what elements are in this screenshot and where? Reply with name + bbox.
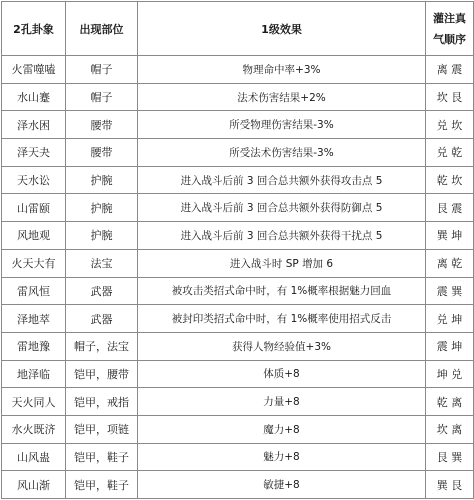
header-row [2, 2, 474, 56]
cell-order: 兑 乾 [426, 139, 474, 167]
cell-effect: 进入战斗时 SP 增加 6 [138, 249, 426, 277]
table-row [2, 166, 474, 194]
table-row [2, 56, 474, 84]
cell-order: 坎 艮 [426, 83, 474, 111]
cell-order: 兑 坎 [426, 111, 474, 139]
cell-location: 铠甲，项链 [66, 415, 138, 443]
cell-name: 风山渐 [2, 471, 66, 499]
cell-name: 天火同人 [2, 388, 66, 416]
cell-effect: 敏捷+8 [138, 471, 426, 499]
table-row [2, 194, 474, 222]
table-row [2, 471, 474, 499]
cell-name: 风地观 [2, 222, 66, 250]
cell-effect: 力量+8 [138, 388, 426, 416]
table-row [2, 388, 474, 416]
table-row [2, 360, 474, 388]
cell-order: 艮 震 [426, 194, 474, 222]
table-row [2, 305, 474, 333]
header-order-line1: 灌注真 [433, 11, 466, 25]
cell-name: 水火既济 [2, 415, 66, 443]
cell-effect: 被攻击类招式命中时，有 1%概率根据魅力回血 [138, 277, 426, 305]
cell-location: 法宝 [66, 249, 138, 277]
table-row [2, 249, 474, 277]
cell-name: 泽天夬 [2, 139, 66, 167]
header-order [426, 2, 474, 56]
cell-effect: 法术伤害结果+2% [138, 83, 426, 111]
table-row [2, 83, 474, 111]
cell-location: 腰带 [66, 139, 138, 167]
cell-name: 泽地萃 [2, 305, 66, 333]
cell-effect: 进入战斗后前 3 回合总共额外获得攻击点 5 [138, 166, 426, 194]
table-row [2, 139, 474, 167]
cell-location: 铠甲，腰带 [66, 360, 138, 388]
table-row [2, 332, 474, 360]
cell-location: 护腕 [66, 166, 138, 194]
cell-effect: 被封印类招式命中时，有 1%概率使用招式反击 [138, 305, 426, 333]
cell-order: 震 巽 [426, 277, 474, 305]
cell-order: 离 乾 [426, 249, 474, 277]
table-row [2, 415, 474, 443]
cell-effect: 进入战斗后前 3 回合总共额外获得干扰点 5 [138, 222, 426, 250]
cell-effect: 获得人物经验值+3% [138, 332, 426, 360]
cell-name: 泽水困 [2, 111, 66, 139]
cell-order: 兑 坤 [426, 305, 474, 333]
cell-name: 山风蛊 [2, 443, 66, 471]
cell-name: 山雷颐 [2, 194, 66, 222]
cell-location: 铠甲，鞋子 [66, 471, 138, 499]
cell-location: 铠甲，鞋子 [66, 443, 138, 471]
cell-effect: 物理命中率+3% [138, 56, 426, 84]
table-row [2, 111, 474, 139]
cell-effect: 所受法术伤害结果-3% [138, 139, 426, 167]
cell-location: 护腕 [66, 222, 138, 250]
table-row [2, 443, 474, 471]
cell-order: 坎 离 [426, 415, 474, 443]
cell-location: 铠甲，戒指 [66, 388, 138, 416]
cell-order: 坤 兑 [426, 360, 474, 388]
cell-location: 护腕 [66, 194, 138, 222]
table-row [2, 277, 474, 305]
header-effect: 1级效果 [138, 2, 426, 56]
cell-name: 水山蹇 [2, 83, 66, 111]
cell-name: 地泽临 [2, 360, 66, 388]
cell-order: 乾 坎 [426, 166, 474, 194]
table-body [2, 56, 474, 499]
cell-effect: 魔力+8 [138, 415, 426, 443]
cell-effect: 进入战斗后前 3 回合总共额外获得防御点 5 [138, 194, 426, 222]
cell-effect: 体质+8 [138, 360, 426, 388]
cell-name: 火天大有 [2, 249, 66, 277]
cell-name: 天水讼 [2, 166, 66, 194]
cell-order: 巽 坤 [426, 222, 474, 250]
cell-effect: 所受物理伤害结果-3% [138, 111, 426, 139]
cell-name: 雷地豫 [2, 332, 66, 360]
cell-location: 武器 [66, 277, 138, 305]
table-row [2, 222, 474, 250]
cell-location: 武器 [66, 305, 138, 333]
cell-location: 帽子 [66, 56, 138, 84]
cell-order: 乾 离 [426, 388, 474, 416]
cell-order: 巽 艮 [426, 471, 474, 499]
hexagram-table [1, 1, 474, 499]
cell-effect: 魅力+8 [138, 443, 426, 471]
header-name: 2孔卦象 [2, 2, 66, 56]
cell-name: 雷风恒 [2, 277, 66, 305]
cell-name: 火雷噬嗑 [2, 56, 66, 84]
header-location: 出现部位 [66, 2, 138, 56]
cell-location: 帽子 [66, 83, 138, 111]
cell-location: 帽子，法宝 [66, 332, 138, 360]
cell-order: 艮 巽 [426, 443, 474, 471]
cell-order: 震 坤 [426, 332, 474, 360]
header-order-line2: 气顺序 [433, 32, 466, 46]
cell-location: 腰带 [66, 111, 138, 139]
cell-order: 离 震 [426, 56, 474, 84]
